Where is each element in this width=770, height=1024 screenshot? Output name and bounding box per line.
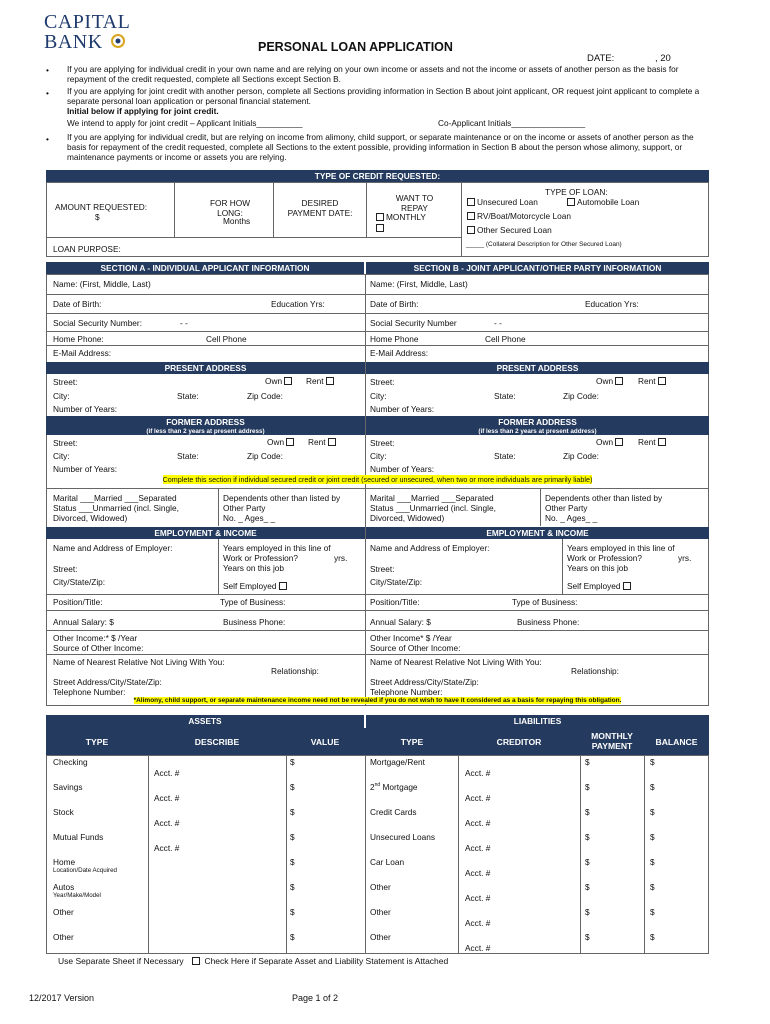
own-label: Own: [596, 376, 614, 386]
liability-type: Credit Cards: [370, 807, 417, 817]
yrs-job: Years on this job: [567, 563, 629, 573]
liability-type: Car Loan: [370, 857, 405, 867]
a-self-employed[interactable]: [223, 581, 289, 591]
mp-1: MONTHLY: [591, 731, 633, 741]
liability-acct[interactable]: Acct. #: [465, 768, 491, 778]
want-2: REPAY: [401, 203, 428, 213]
dep-1: Dependents other than listed by: [545, 493, 663, 503]
b-tel[interactable]: Telephone Number:: [370, 687, 443, 697]
asset-subtype: Year/Make/Model: [53, 892, 101, 899]
liability-monthly[interactable]: $: [585, 782, 590, 792]
a-present-street[interactable]: Street:: [53, 377, 78, 387]
b-business-phone[interactable]: Business Phone:: [517, 617, 580, 627]
asset-value[interactable]: $: [290, 932, 295, 942]
a-edu[interactable]: Education Yrs:: [271, 299, 325, 309]
b-present-state[interactable]: State:: [494, 391, 516, 401]
intro-bullet-3: If you are applying for individual credit, but are relying on income from alimony, child support, or separate maintenance or on the income or assets of another person as the basis for repayment of the credit requested, complete all Sections to the extent possible, providing information in Section B about the person whose alimony, support, or maintenance payments or income or assets you are relying.: [67, 132, 694, 162]
liability-balance[interactable]: $: [650, 882, 655, 892]
asset-value[interactable]: $: [290, 857, 295, 867]
asset-subtype: Location/Date Acquired: [53, 867, 117, 874]
liab-monthly-col: [580, 731, 644, 751]
self-checkbox[interactable]: [279, 582, 287, 590]
a-source[interactable]: Source of Other Income:: [53, 643, 144, 653]
rv-option[interactable]: [465, 211, 571, 221]
b-present-years[interactable]: Number of Years:: [370, 404, 435, 414]
other-secured-checkbox[interactable]: [467, 226, 475, 234]
dep-3: No. _ Ages_ _: [545, 513, 598, 523]
loan-purpose-label[interactable]: LOAN PURPOSE:: [53, 244, 121, 254]
a-former-header: [46, 416, 365, 435]
a-street[interactable]: Street:: [53, 564, 78, 574]
bullet-dot: •: [46, 88, 49, 98]
a-rel-addr[interactable]: Street Address/City/State/Zip:: [53, 677, 162, 687]
own-checkbox[interactable]: [615, 377, 623, 385]
b-former-city[interactable]: City:: [370, 451, 387, 461]
a-employment-header: EMPLOYMENT & INCOME: [46, 527, 365, 539]
b-ssn-dash: - -: [494, 318, 502, 328]
b-edu[interactable]: Education Yrs:: [585, 299, 639, 309]
a-former-street[interactable]: Street:: [53, 438, 78, 448]
asset-type: Other: [53, 932, 74, 942]
a-employer-name[interactable]: Name and Address of Employer:: [53, 543, 173, 553]
liability-acct[interactable]: Acct. #: [465, 868, 491, 878]
liability-acct[interactable]: Acct. #: [465, 893, 491, 903]
section-b-header: SECTION B - JOINT APPLICANT/OTHER PARTY INFORMATION: [366, 262, 709, 274]
coapplicant-initials[interactable]: Co-Applicant Initials________________: [438, 118, 586, 128]
rent-label: Rent: [638, 376, 656, 386]
a-present-city[interactable]: City:: [53, 391, 70, 401]
auto-checkbox[interactable]: [567, 198, 575, 206]
b-present-own[interactable]: [596, 376, 625, 386]
liability-acct[interactable]: Acct. #: [465, 818, 491, 828]
own-label: Own: [267, 437, 285, 447]
monthly-option[interactable]: [374, 212, 426, 222]
date-year: , 20: [655, 53, 671, 64]
yrs-line-1: Years employed in this line of: [567, 543, 675, 553]
b-relative[interactable]: Name of Nearest Relative Not Living With You:: [370, 657, 542, 667]
monthly-checkbox[interactable]: [376, 213, 384, 221]
a-present-rent[interactable]: [306, 376, 336, 386]
asset-acct[interactable]: Acct. #: [154, 818, 180, 828]
own-label: Own: [265, 376, 283, 386]
logo-line1: CAPITAL: [44, 11, 131, 33]
own-label: Own: [596, 437, 614, 447]
asset-acct[interactable]: Acct. #: [154, 768, 180, 778]
b-relationship[interactable]: Relationship:: [571, 666, 619, 676]
b-former-header: [366, 416, 709, 435]
asset-type: Mutual Funds: [53, 832, 104, 842]
own-checkbox[interactable]: [286, 438, 294, 446]
asset-value[interactable]: $: [290, 807, 295, 817]
rent-label: Rent: [308, 437, 326, 447]
liability-balance[interactable]: $: [650, 782, 655, 792]
rent-label: Rent: [638, 437, 656, 447]
b-self-employed[interactable]: [567, 581, 633, 591]
b-former-state[interactable]: State:: [494, 451, 516, 461]
b-former-street[interactable]: Street:: [370, 438, 395, 448]
a-relationship[interactable]: Relationship:: [271, 666, 319, 676]
a-marital[interactable]: [53, 493, 179, 523]
liability-balance[interactable]: $: [650, 907, 655, 917]
own-checkbox[interactable]: [615, 438, 623, 446]
liability-type: Other: [370, 882, 391, 892]
intro-bullet-2: [67, 86, 707, 116]
rv-checkbox[interactable]: [467, 212, 475, 220]
a-home-phone[interactable]: Home Phone:: [53, 334, 104, 344]
a-ssn[interactable]: Social Security Number:: [53, 318, 142, 328]
b-former-own[interactable]: [596, 437, 625, 447]
unsecured-checkbox[interactable]: [467, 198, 475, 206]
liability-monthly[interactable]: $: [585, 932, 590, 942]
liability-type: Other: [370, 907, 391, 917]
a-dob[interactable]: Date of Birth:: [53, 299, 102, 309]
b-cell-phone[interactable]: Cell Phone: [485, 334, 526, 344]
b-present-city[interactable]: City:: [370, 391, 387, 401]
liab-creditor-col: CREDITOR: [496, 737, 542, 747]
asset-acct[interactable]: Acct. #: [154, 843, 180, 853]
amount-requested-label: AMOUNT REQUESTED:: [55, 202, 148, 212]
b-business-type[interactable]: Type of Business:: [512, 597, 578, 607]
liab-balance-col: BALANCE: [655, 737, 698, 747]
b-employer-name[interactable]: Name and Address of Employer:: [370, 543, 490, 553]
asset-acct[interactable]: Acct. #: [154, 793, 180, 803]
type-of-loan-label: TYPE OF LOAN:: [545, 187, 608, 197]
b-former-zip[interactable]: Zip Code:: [563, 451, 599, 461]
a-position[interactable]: Position/Title:: [53, 597, 103, 607]
b-source[interactable]: Source of Other Income:: [370, 643, 461, 653]
how-long-2: LONG:: [217, 208, 243, 218]
collateral-desc[interactable]: _____ (Collateral Description for Other Secured Loan): [466, 241, 622, 248]
a-email[interactable]: E-Mail Address:: [53, 348, 112, 358]
liability-type: Other: [370, 932, 391, 942]
liability-acct[interactable]: Acct. #: [465, 843, 491, 853]
self-label: Self Employed: [567, 581, 621, 591]
asset-type: Savings: [53, 782, 83, 792]
liability-type: 2nd Mortgage: [370, 782, 418, 792]
b-employment-header: EMPLOYMENT & INCOME: [366, 527, 709, 539]
desired-1: DESIRED: [301, 198, 339, 208]
a-former-state[interactable]: State:: [177, 451, 199, 461]
bullet-dot: •: [46, 134, 49, 144]
a-dependents[interactable]: [223, 493, 340, 523]
separate-sheet-note[interactable]: [58, 956, 448, 966]
unsecured-label: Unsecured Loan: [477, 197, 538, 207]
former-title: FORMER ADDRESS: [166, 417, 245, 427]
liability-balance[interactable]: $: [650, 807, 655, 817]
how-long-label: [190, 198, 270, 218]
a-cell-phone[interactable]: Cell Phone: [206, 334, 247, 344]
asset-value[interactable]: $: [290, 832, 295, 842]
alimony-note: [46, 697, 709, 704]
b-present-header: PRESENT ADDRESS: [366, 362, 709, 374]
a-present-years[interactable]: Number of Years:: [53, 404, 118, 414]
b-rel-addr[interactable]: Street Address/City/State/Zip:: [370, 677, 479, 687]
rent-checkbox[interactable]: [658, 377, 666, 385]
a-present-own[interactable]: [265, 376, 294, 386]
auto-label: Automobile Loan: [577, 197, 640, 207]
b-present-zip[interactable]: Zip Code:: [563, 391, 599, 401]
rent-checkbox[interactable]: [328, 438, 336, 446]
b-former-rent[interactable]: [638, 437, 668, 447]
dep-3: No. _ Ages_ _: [223, 513, 276, 523]
a-former-city[interactable]: City:: [53, 451, 70, 461]
a-former-years[interactable]: Number of Years:: [53, 464, 118, 474]
liability-balance[interactable]: $: [650, 757, 655, 767]
liability-monthly[interactable]: $: [585, 857, 590, 867]
asset-type: Autos: [53, 882, 75, 892]
a-years-line[interactable]: [223, 543, 347, 573]
monthly-label: MONTHLY: [386, 212, 426, 222]
marital-2: Status ___Unmarried (incl. Single,: [53, 503, 179, 513]
intro-bullet-2-bold: Initial below if applying for joint credit.: [67, 106, 219, 116]
asset-value[interactable]: $: [290, 757, 295, 767]
bullet-dot: •: [46, 65, 49, 75]
intro-bullet-2-text: If you are applying for joint credit with another person, complete all Sections providing information in Section B about joint applicant, OR request joint applicant to complete a separate personal loan application or personal financial statement.: [67, 86, 700, 106]
liability-type: Mortgage/Rent: [370, 757, 425, 767]
desired-date-label: [275, 198, 365, 218]
asset-type: Other: [53, 907, 74, 917]
other-secured-label: Other Secured Loan: [477, 225, 552, 235]
a-csz[interactable]: City/State/Zip:: [53, 577, 106, 587]
liability-type: Unsecured Loans: [370, 832, 436, 842]
own-checkbox[interactable]: [284, 377, 292, 385]
asset-value[interactable]: $: [290, 907, 295, 917]
a-present-state[interactable]: State:: [177, 391, 199, 401]
a-former-own[interactable]: [267, 437, 296, 447]
want-1: WANT TO: [395, 193, 434, 203]
asset-type: Home: [53, 857, 76, 867]
other-repay-checkbox[interactable]: [376, 224, 384, 232]
marital-2: Status ___Unmarried (incl. Single,: [370, 503, 496, 513]
asset-type: Stock: [53, 807, 74, 817]
form-title: PERSONAL LOAN APPLICATION: [258, 40, 453, 54]
b-marital[interactable]: [370, 493, 496, 523]
asset-value[interactable]: $: [290, 782, 295, 792]
a-former-rent[interactable]: [308, 437, 338, 447]
a-name[interactable]: Name: (First, Middle, Last): [53, 279, 151, 289]
a-present-header: PRESENT ADDRESS: [46, 362, 365, 374]
page-number: Page 1 of 2: [292, 993, 339, 1003]
bank-logo: [44, 12, 144, 52]
liability-monthly[interactable]: $: [585, 757, 590, 767]
joint-intend[interactable]: We intend to apply for joint credit – Applicant Initials__________: [67, 118, 303, 128]
b-salary[interactable]: Annual Salary: $: [370, 617, 431, 627]
liability-monthly[interactable]: $: [585, 882, 590, 892]
yrs-line-1: Years employed in this line of: [223, 543, 331, 553]
liability-acct[interactable]: Acct. #: [465, 793, 491, 803]
section-a-header: SECTION A - INDIVIDUAL APPLICANT INFORMATION: [46, 262, 364, 274]
self-label: Self Employed: [223, 581, 277, 591]
b-present-rent[interactable]: [638, 376, 668, 386]
rent-checkbox[interactable]: [326, 377, 334, 385]
b-ssn[interactable]: Social Security Number: [370, 318, 457, 328]
amount-dollar[interactable]: $: [95, 212, 100, 222]
b-former-years[interactable]: Number of Years:: [370, 464, 435, 474]
former-title: FORMER ADDRESS: [498, 417, 577, 427]
dep-2: Other Party: [223, 503, 266, 513]
self-checkbox[interactable]: [623, 582, 631, 590]
liab-type-col: TYPE: [400, 737, 424, 747]
marital-1: Marital ___Married ___Separated: [370, 493, 494, 503]
assets-header: ASSETS: [46, 715, 364, 728]
months-label[interactable]: Months: [223, 216, 251, 226]
a-business-type[interactable]: Type of Business:: [220, 597, 286, 607]
b-email[interactable]: E-Mail Address:: [370, 348, 429, 358]
former-sub: (if less than 2 years at present address): [478, 428, 597, 435]
logo-swirl-icon: [111, 34, 125, 48]
liability-monthly[interactable]: $: [585, 832, 590, 842]
marital-3: Divorced, Widowed): [53, 513, 128, 523]
b-other-income[interactable]: Other Income* $ /Year: [370, 633, 452, 643]
liabilities-header: LIABILITIES: [366, 715, 709, 728]
complete-note: [46, 475, 709, 484]
unsecured-option[interactable]: [465, 197, 538, 207]
separate-statement-text: Check Here if Separate Asset and Liability Statement is Attached: [204, 956, 449, 966]
assets-describe-col: DESCRIBE: [194, 737, 240, 747]
a-former-zip[interactable]: Zip Code:: [247, 451, 283, 461]
how-long-1: FOR HOW: [209, 198, 251, 208]
version: 12/2017 Version: [29, 993, 95, 1003]
rv-label: RV/Boat/Motorcycle Loan: [477, 211, 571, 221]
liability-balance[interactable]: $: [650, 832, 655, 842]
yrs-label: yrs.: [678, 553, 692, 563]
credit-header: TYPE OF CREDIT REQUESTED:: [46, 170, 709, 182]
b-present-street[interactable]: Street:: [370, 377, 395, 387]
b-dob[interactable]: Date of Birth:: [370, 299, 419, 309]
want-repay-label: [377, 193, 452, 213]
date-label: DATE:: [587, 53, 615, 64]
liability-balance[interactable]: $: [650, 857, 655, 867]
complete-note-text: Complete this section if individual secured credit or joint credit (secured or unsecured, when two or more individuals are primarily liable): [162, 475, 593, 484]
other-secured-option[interactable]: [465, 225, 552, 235]
b-home-phone[interactable]: Home Phone: [370, 334, 419, 344]
a-other-income[interactable]: Other Income:* $ /Year: [53, 633, 138, 643]
b-years-line[interactable]: [567, 543, 691, 573]
a-business-phone[interactable]: Business Phone:: [223, 617, 286, 627]
liability-monthly[interactable]: $: [585, 807, 590, 817]
assets-value-col: VALUE: [310, 737, 340, 747]
separate-sheet-text: Use Separate Sheet if Necessary: [58, 956, 184, 966]
b-position[interactable]: Position/Title:: [370, 597, 420, 607]
former-sub: (if less than 2 years at present address): [146, 428, 265, 435]
yrs-line-2: Work or Profession?: [567, 553, 643, 563]
b-street[interactable]: Street:: [370, 564, 395, 574]
marital-3: Divorced, Widowed): [370, 513, 445, 523]
liability-balance[interactable]: $: [650, 932, 655, 942]
logo-line2: BANK: [44, 31, 103, 53]
rent-label: Rent: [306, 376, 324, 386]
assets-type-col: TYPE: [85, 737, 109, 747]
yrs-label: yrs.: [334, 553, 348, 563]
other-repay-checkbox-wrap[interactable]: [374, 223, 386, 233]
dep-1: Dependents other than listed by: [223, 493, 341, 503]
a-salary[interactable]: Annual Salary: $: [53, 617, 114, 627]
yrs-job: Years on this job: [223, 563, 285, 573]
desired-2: PAYMENT DATE:: [287, 208, 353, 218]
a-relative[interactable]: Name of Nearest Relative Not Living With You:: [53, 657, 225, 667]
auto-option[interactable]: [565, 197, 639, 207]
yrs-line-2: Work or Profession?: [223, 553, 299, 563]
a-tel[interactable]: Telephone Number:: [53, 687, 126, 697]
intro-bullet-1: If you are applying for individual credit in your own name and are relying on your own income or assets and not the income or assets of another person as the basis for repayment of the credit requested, complete all Sections except Section B.: [67, 64, 679, 84]
liability-acct[interactable]: Acct. #: [465, 943, 491, 953]
liability-acct[interactable]: Acct. #: [465, 918, 491, 928]
a-ssn-dash: - -: [180, 318, 188, 328]
asset-value[interactable]: $: [290, 882, 295, 892]
asset-type: Checking: [53, 757, 88, 767]
b-dependents[interactable]: [545, 493, 662, 523]
separate-statement-checkbox[interactable]: [192, 957, 200, 965]
b-name[interactable]: Name: (First, Middle, Last): [370, 279, 468, 289]
liability-monthly[interactable]: $: [585, 907, 590, 917]
a-present-zip[interactable]: Zip Code:: [247, 391, 283, 401]
dep-2: Other Party: [545, 503, 588, 513]
alimony-note-text: *Alimony, child support, or separate maintenance income need not be revealed if you do not wish to have it considered as a basis for repaying this obligation.: [133, 697, 622, 704]
mp-2: PAYMENT: [591, 741, 633, 751]
rent-checkbox[interactable]: [658, 438, 666, 446]
b-csz[interactable]: City/State/Zip:: [370, 577, 423, 587]
marital-1: Marital ___Married ___Separated: [53, 493, 177, 503]
